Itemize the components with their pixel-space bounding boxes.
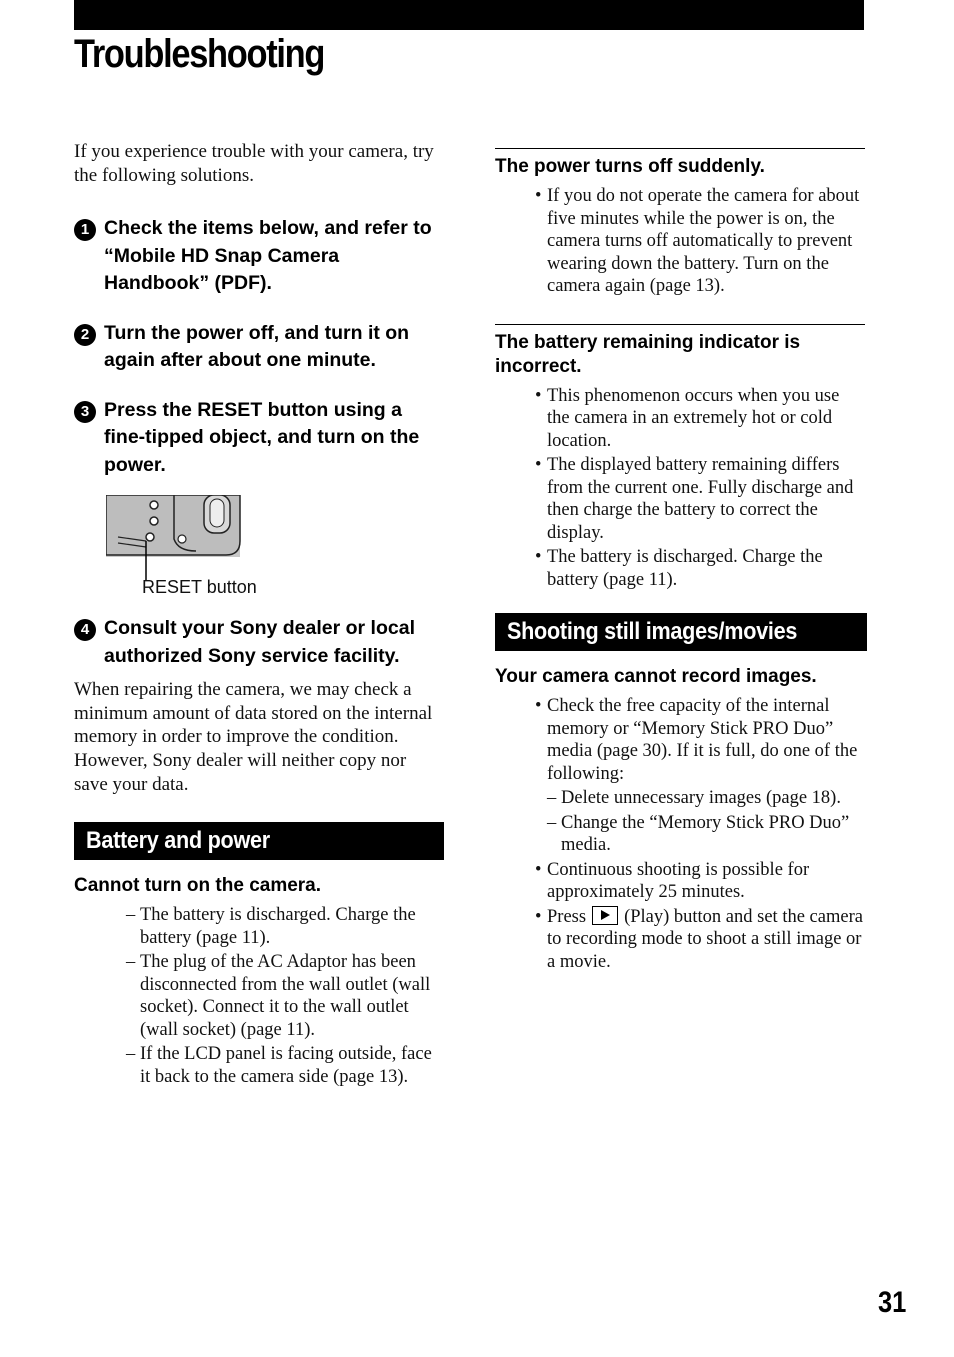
battery-indicator-list [495, 385, 865, 592]
step-1 [74, 215, 444, 298]
step-2 [74, 320, 444, 375]
power-off-list [495, 185, 865, 298]
bullet-marker: • [535, 906, 542, 927]
list-item [547, 812, 865, 857]
list-item-text: This phenomenon occurs when you use the camera in an extremely hot or cold location. [547, 385, 840, 451]
header-bar [74, 0, 864, 30]
step-4-text: Consult your Sony dealer or local authorized Sony service facility. [104, 617, 415, 667]
play-icon [592, 906, 618, 925]
topic-power-off [495, 148, 865, 298]
list-item [535, 906, 865, 974]
topic-battery-indicator [495, 324, 865, 592]
step-number-4-icon: 4 [74, 619, 96, 641]
section-title: Shooting still images/movies [507, 618, 798, 645]
topic-heading: The battery remaining indicator is incorrect. [495, 331, 801, 377]
intro-text: If you experience trouble with your camera, try the following solutions. [74, 141, 434, 186]
list-item [547, 787, 865, 810]
battery-items-list [74, 904, 444, 1088]
bullet-marker: • [535, 547, 542, 567]
topic-heading: Your camera cannot record images. [495, 666, 817, 687]
dash-marker: – [126, 905, 136, 926]
list-item [535, 546, 865, 591]
step-4 [74, 615, 444, 670]
step-1-text: Check the items below, and refer to “Mobile HD Snap Camera Handbook” (PDF). [104, 217, 432, 295]
list-item [126, 904, 444, 949]
list-item-text: The battery is discharged. Charge the battery (page 11). [547, 547, 823, 590]
step-number-1-icon: 1 [74, 219, 96, 241]
figure-caption: RESET button [142, 577, 257, 598]
shooting-list [495, 695, 865, 785]
right-column [495, 148, 865, 975]
list-item [126, 1043, 444, 1088]
list-item-text: Check the free capacity of the internal memory or “Memory Stick PRO Duo” media (page 30). If it is full, do one of the following: [547, 696, 858, 784]
list-item-text: Delete unnecessary images (page 18). [561, 788, 841, 808]
step-number-2-icon: 2 [74, 324, 96, 346]
reset-button-figure [74, 495, 444, 615]
step-3-text: Press the RESET button using a fine-tipped object, and turn on the power. [104, 398, 420, 476]
repair-note: When repairing the camera, we may check a minimum amount of data stored on the internal memory in order to improve the condition. However, Sony dealer will neither copy nor save your data. [74, 679, 433, 795]
step-3 [74, 397, 444, 480]
list-item-text: Change the “Memory Stick PRO Duo” media. [561, 812, 850, 855]
list-item [126, 951, 444, 1041]
bullet-marker: • [535, 186, 542, 206]
bullet-marker: • [535, 696, 542, 716]
section-title: Battery and power [86, 827, 270, 855]
topic-heading: Cannot turn on the camera. [74, 875, 322, 897]
left-column [74, 140, 444, 1090]
page-number: 31 [878, 1286, 907, 1319]
list-item-text: If you do not operate the camera for about five minutes while the power is on, the camera turns off automatically to prevent wearing down the battery. Turn on the camera again (page 13). [547, 186, 860, 296]
list-item-text: The displayed battery remaining differs from the current one. Fully discharge and then charge the battery to correct the display. [547, 455, 854, 543]
list-item-text: If the LCD panel is facing outside, face it back to the camera side (page 13). [140, 1044, 432, 1087]
step-2-text: Turn the power off, and turn it on again after about one minute. [104, 321, 410, 372]
list-item [535, 695, 865, 785]
list-item-text: The plug of the AC Adaptor has been disconnected from the wall outlet (wall socket). Connect it to the wall outlet (wall socket) (page 11). [140, 952, 431, 1040]
bullet-marker: • [535, 385, 542, 406]
list-item-text: The battery is discharged. Charge the battery (page 11). [140, 905, 416, 948]
bullet-marker: • [535, 859, 542, 880]
dash-marker: – [547, 788, 557, 808]
dash-marker: – [126, 952, 136, 973]
list-item-text: (Play) button and set the camera to recording mode to shoot a still image or a movie. [547, 906, 863, 972]
dash-marker: – [547, 812, 557, 833]
bullet-marker: • [535, 455, 542, 475]
section-shooting-still-images-movies [495, 613, 867, 651]
section-battery-and-power [74, 822, 444, 860]
list-item [535, 385, 865, 453]
step-number-3-icon: 3 [74, 401, 96, 423]
list-item-text: Press [547, 906, 587, 927]
list-item [535, 454, 865, 544]
shooting-list-continued [495, 859, 865, 974]
shooting-sub-list [495, 787, 865, 857]
list-item-text: Continuous shooting is possible for approximately 25 minutes. [547, 859, 810, 902]
list-item [535, 185, 865, 298]
page-title: Troubleshooting [74, 32, 325, 76]
list-item [535, 859, 865, 904]
topic-heading: The power turns off suddenly. [495, 156, 765, 177]
dash-marker: – [126, 1044, 136, 1065]
